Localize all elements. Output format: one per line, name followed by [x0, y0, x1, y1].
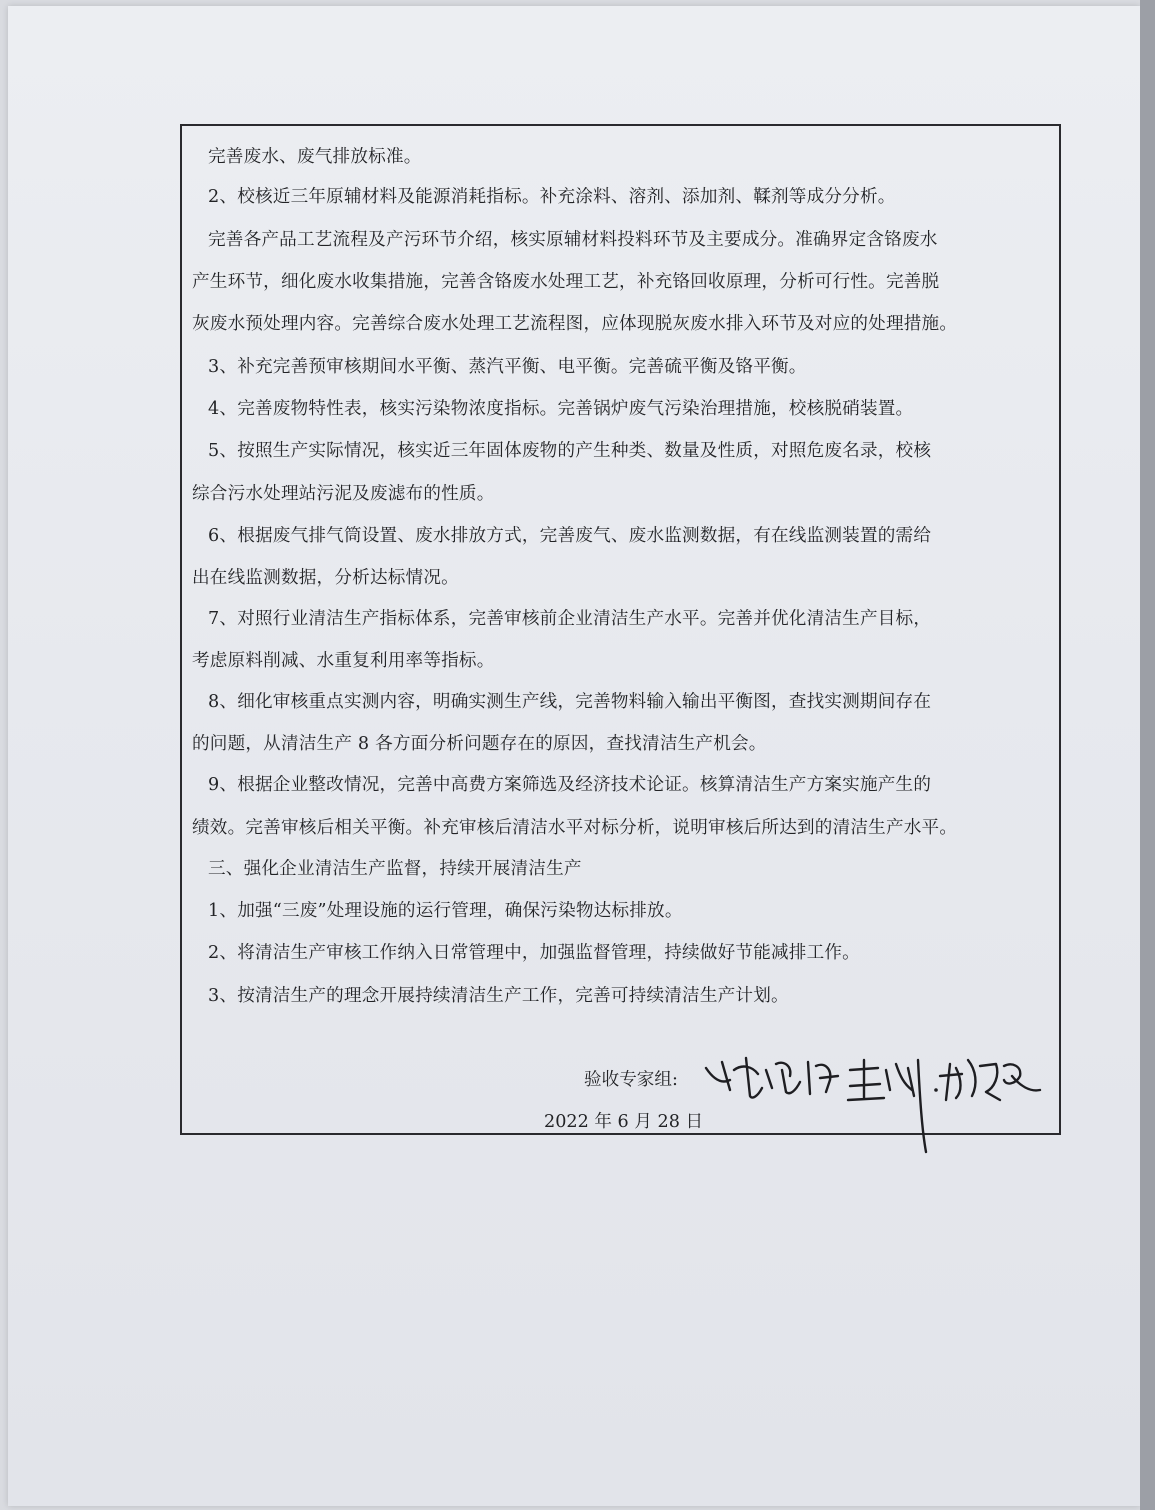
text-line: 的问题，从清洁生产 8 各方面分析问题存在的原因，查找清洁生产机会。: [192, 734, 767, 754]
text-line: 9、根据企业整改情况，完善中高费方案筛选及经济技术论证。核算清洁生产方案实施产生的: [208, 775, 932, 795]
handwritten-signature: [700, 1040, 1050, 1160]
text-line: 产生环节，细化废水收集措施，完善含铬废水处理工艺，补充铬回收原理，分析可行性。完善脱: [192, 272, 940, 292]
scan-edge: [1140, 0, 1155, 1510]
text-line: 考虑原料削减、水重复利用率等指标。: [192, 651, 495, 671]
signature-label: 验收专家组:: [584, 1070, 678, 1090]
text-line: 3、补充完善预审核期间水平衡、蒸汽平衡、电平衡。完善硫平衡及铬平衡。: [208, 357, 807, 377]
text-line: 3、按清洁生产的理念开展持续清洁生产工作，完善可持续清洁生产计划。: [208, 986, 789, 1006]
text-line: 6、根据废气排气筒设置、废水排放方式，完善废气、废水监测数据，有在线监测装置的需给: [208, 526, 932, 546]
text-line: 7、对照行业清洁生产指标体系，完善审核前企业清洁生产水平。完善并优化清洁生产目标，: [208, 609, 932, 629]
text-line: 2、校核近三年原辅材料及能源消耗指标。补充涂料、溶剂、添加剂、鞣剂等成分分析。: [208, 187, 896, 207]
text-line: 8、细化审核重点实测内容，明确实测生产线，完善物料输入输出平衡图，查找实测期间存在: [208, 692, 932, 712]
text-line: 2、将清洁生产审核工作纳入日常管理中，加强监督管理，持续做好节能减排工作。: [208, 943, 860, 963]
text-line: 综合污水处理站污泥及废滤布的性质。: [192, 484, 495, 504]
text-line: 灰废水预处理内容。完善综合废水处理工艺流程图，应体现脱灰废水排入环节及对应的处理措施。: [192, 314, 958, 334]
text-line: 4、完善废物特性表，核实污染物浓度指标。完善锅炉废气污染治理措施，校核脱硝装置。: [208, 399, 914, 419]
section-heading: 三、强化企业清洁生产监督，持续开展清洁生产: [208, 859, 582, 879]
text-line: 出在线监测数据，分析达标情况。: [192, 568, 459, 588]
text-line: 5、按照生产实际情况，核实近三年固体废物的产生种类、数量及性质，对照危废名录，校核: [208, 441, 932, 461]
date-text: 2022 年 6 月 28 日: [544, 1112, 704, 1132]
text-line: 1、加强“三废”处理设施的运行管理，确保污染物达标排放。: [208, 901, 683, 921]
text-line: 完善各产品工艺流程及产污环节介绍，核实原辅材料投料环节及主要成分。准确界定含铬废水: [208, 230, 938, 250]
text-line: 完善废水、废气排放标准。: [208, 147, 422, 167]
text-line: 绩效。完善审核后相关平衡。补充审核后清洁水平对标分析，说明审核后所达到的清洁生产水平。: [192, 818, 958, 838]
